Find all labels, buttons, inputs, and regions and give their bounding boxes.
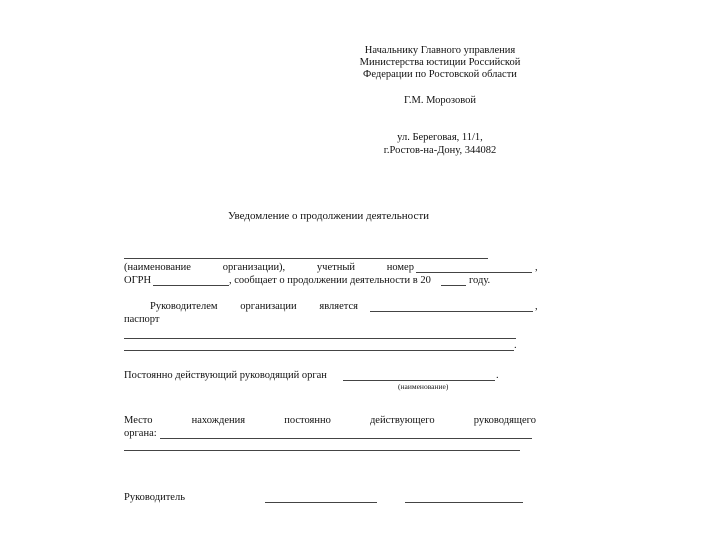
governing-body-caption: (наименование): [398, 382, 449, 391]
section4-word: действующего: [369, 415, 435, 426]
ogrn-label: ОГРН: [124, 275, 152, 286]
section2-word: организации: [240, 301, 297, 312]
section2-word: Руководителем: [150, 301, 218, 312]
addressee-line-2: Министерства юстиции Российской: [359, 57, 521, 68]
signature-name-line: [405, 502, 523, 503]
governing-body-label: Постоянно действующий руководящий орган: [124, 370, 327, 381]
section4-word: постоянно: [284, 415, 331, 426]
section2-row1: [150, 301, 358, 313]
section2-comma: ,: [535, 301, 538, 312]
section1-word: организации),: [222, 262, 286, 273]
section4-word: Место: [124, 415, 153, 426]
document-title: Уведомление о продолжении деятельности: [228, 210, 430, 222]
passport-label: паспорт: [124, 314, 160, 325]
ogrn-line: [153, 285, 229, 286]
signature-label: Руководитель: [124, 492, 185, 503]
addressee-street: ул. Береговая, 11/1,: [397, 132, 483, 143]
location-line-1: [160, 438, 532, 439]
section2-word: является: [319, 301, 358, 312]
organ-label: органа:: [124, 428, 157, 439]
signature-line: [265, 502, 377, 503]
passport-line-1: [124, 338, 516, 339]
addressee-line-1: Начальнику Главного управления: [364, 45, 516, 56]
account-number-line: [416, 272, 532, 273]
addressee-name: Г.М. Морозовой: [403, 95, 476, 106]
section3-dot: .: [496, 370, 499, 381]
section1-word: учетный: [316, 262, 355, 273]
addressee-line-3: Федерации по Ростовской области: [363, 69, 517, 80]
year-line: [441, 285, 466, 286]
section1-tail: , сообщает о продолжении деятельности в 20: [229, 275, 431, 286]
org-name-line: [124, 258, 488, 259]
addressee-city: г.Ростов-на-Дону, 344082: [383, 145, 497, 156]
head-name-line: [370, 311, 533, 312]
location-line-2: [124, 450, 520, 451]
section4-word: нахождения: [191, 415, 246, 426]
section1-word: (наименование: [124, 262, 191, 273]
section1-row1: [124, 262, 414, 274]
section1-word: номер: [386, 262, 414, 273]
section4-word: руководящего: [473, 415, 536, 426]
passport-dot: .: [514, 340, 517, 351]
section4-row1: [124, 415, 536, 427]
section1-comma: ,: [535, 262, 538, 273]
year-suffix: году.: [469, 275, 491, 286]
passport-line-2: [124, 350, 514, 351]
